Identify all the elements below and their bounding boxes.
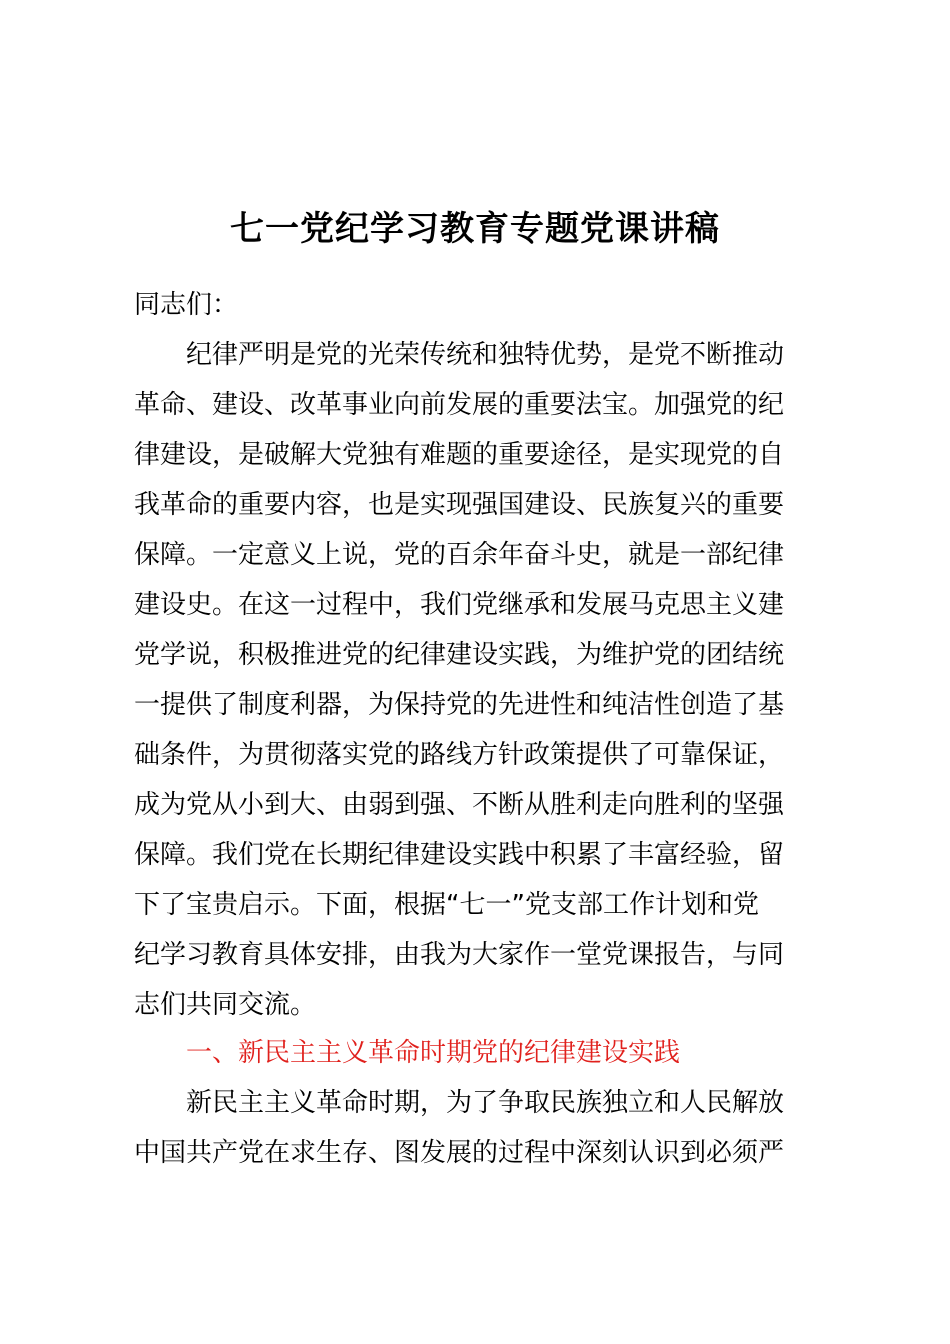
paragraph-intro [134,330,854,1030]
paragraph-line: 础条件，为贯彻落实党的路线方针政策提供了可靠保证， [134,740,785,770]
paragraph-line: 新民主主义革命时期，为了争取民族独立和人民解放 [186,1088,785,1118]
document-title: 七一党纪学习教育专题党课讲稿 [230,209,720,249]
greeting: 同志们： [134,290,239,320]
paragraph-line: 志们共同交流。 [134,990,317,1020]
paragraph-line: 一提供了制度利器，为保持党的先进性和纯洁性创造了基 [134,690,785,720]
paragraph-line: 下了宝贵启示。下面，根据“七一”党支部工作计划和党 [134,890,759,920]
paragraph-line: 中国共产党在求生存、图发展的过程中深刻认识到必须严 [134,1138,785,1168]
paragraph-line: 纪律严明是党的光荣传统和独特优势，是党不断推动 [186,340,785,370]
paragraph-line: 我革命的重要内容，也是实现强国建设、民族复兴的重要 [134,490,785,520]
section-heading: 一、新民主主义革命时期党的纪律建设实践 [186,1038,681,1068]
paragraph-line: 纪学习教育具体安排，由我为大家作一堂党课报告，与同 [134,940,785,970]
paragraph-line: 党学说，积极推进党的纪律建设实践，为维护党的团结统 [134,640,785,670]
paragraph-line: 成为党从小到大、由弱到强、不断从胜利走向胜利的坚强 [134,790,785,820]
paragraph-line: 保障。我们党在长期纪律建设实践中积累了丰富经验，留 [134,840,785,870]
paragraph-section1 [134,1078,854,1178]
paragraph-line: 律建设，是破解大党独有难题的重要途径，是实现党的自 [134,440,785,470]
paragraph-line: 保障。一定意义上说，党的百余年奋斗史，就是一部纪律 [134,540,785,570]
paragraph-line: 革命、建设、改革事业向前发展的重要法宝。加强党的纪 [134,390,785,420]
paragraph-line: 建设史。在这一过程中，我们党继承和发展马克思主义建 [134,590,785,620]
